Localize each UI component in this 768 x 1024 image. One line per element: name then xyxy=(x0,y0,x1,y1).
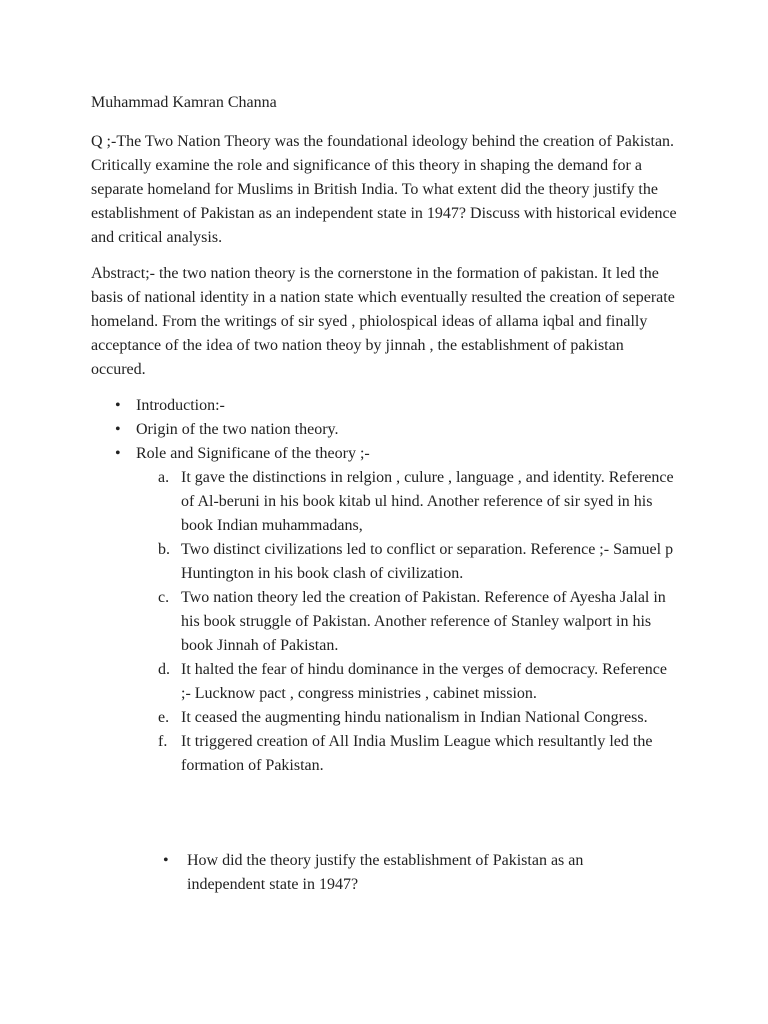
final-question-item xyxy=(141,849,661,897)
sub-point-marker: c. xyxy=(158,589,170,606)
sub-point-text: Two nation theory led the creation of Pakistan. Reference of Ayesha Jalal in his book struggle of Pakistan. Another reference of Stanley walport in his book Jinnah of Pakistan. xyxy=(181,589,666,654)
sub-point xyxy=(136,466,675,538)
sub-point-text: It halted the fear of hindu dominance in the verges of democracy. Reference ;- Lucknow pact , congress ministries , cabinet mission. xyxy=(181,661,668,702)
question-paragraph: Q ;-The Two Nation Theory was the foundational ideology behind the creation of Pakistan. Critically examine the role and significance of this theory in shaping the demand for a separate homeland for Muslims in British India. To what extent did the theory justify the establishment of Pakistan as an independent state in 1947? Discuss with historical evidence and critical analysis. xyxy=(91,133,677,246)
final-question-text: How did the theory justify the establishment of Pakistan as an independent state in 1947? xyxy=(187,852,584,893)
sub-point xyxy=(136,586,675,658)
sub-point-marker: f. xyxy=(158,733,168,750)
sub-point-marker: b. xyxy=(158,541,170,558)
outline-list xyxy=(91,394,691,778)
bullet-icon: • xyxy=(115,397,121,414)
outline-item-origin xyxy=(91,418,691,442)
bullet-icon: • xyxy=(163,852,169,869)
outline-item-text: Origin of the two nation theory. xyxy=(136,421,339,438)
abstract-paragraph: Abstract;- the two nation theory is the cornerstone in the formation of pakistan. It led the basis of national identity in a nation state which eventually resulted the creation of seperate homeland. From the writings of sir syed , phiolospical ideas of allama iqbal and finally acceptance of the idea of two nation theoy by jinnah , the establishment of pakistan occured. xyxy=(91,265,675,378)
sub-point xyxy=(136,730,675,778)
outline-item-text: Role and Significane of the theory ;- xyxy=(136,445,370,462)
sub-point-list xyxy=(136,466,691,778)
sub-point xyxy=(136,706,675,730)
bullet-icon: • xyxy=(115,421,121,438)
bullet-icon: • xyxy=(115,445,121,462)
final-question-list xyxy=(141,849,661,897)
author-name: Muhammad Kamran Channa xyxy=(91,94,277,111)
sub-point xyxy=(136,538,675,586)
outline-item-role xyxy=(91,442,691,778)
sub-point-text: Two distinct civilizations led to conflict or separation. Reference ;- Samuel p Huntington in his book clash of civilization. xyxy=(181,541,674,582)
outline-item-text: Introduction:- xyxy=(136,397,225,414)
outline-item-introduction xyxy=(91,394,691,418)
sub-point-marker: a. xyxy=(158,469,170,486)
sub-point-text: It gave the distinctions in relgion , culure , language , and identity. Reference of Al-beruni in his book kitab ul hind. Another reference of sir syed in his book Indian muhammadans, xyxy=(181,469,674,534)
sub-point-text: It ceased the augmenting hindu nationalism in Indian National Congress. xyxy=(181,709,648,726)
sub-point-marker: e. xyxy=(158,709,170,726)
sub-point-marker: d. xyxy=(158,661,170,678)
sub-point-text: It triggered creation of All India Muslim League which resultantly led the formation of Pakistan. xyxy=(181,733,653,774)
sub-point xyxy=(136,658,675,706)
